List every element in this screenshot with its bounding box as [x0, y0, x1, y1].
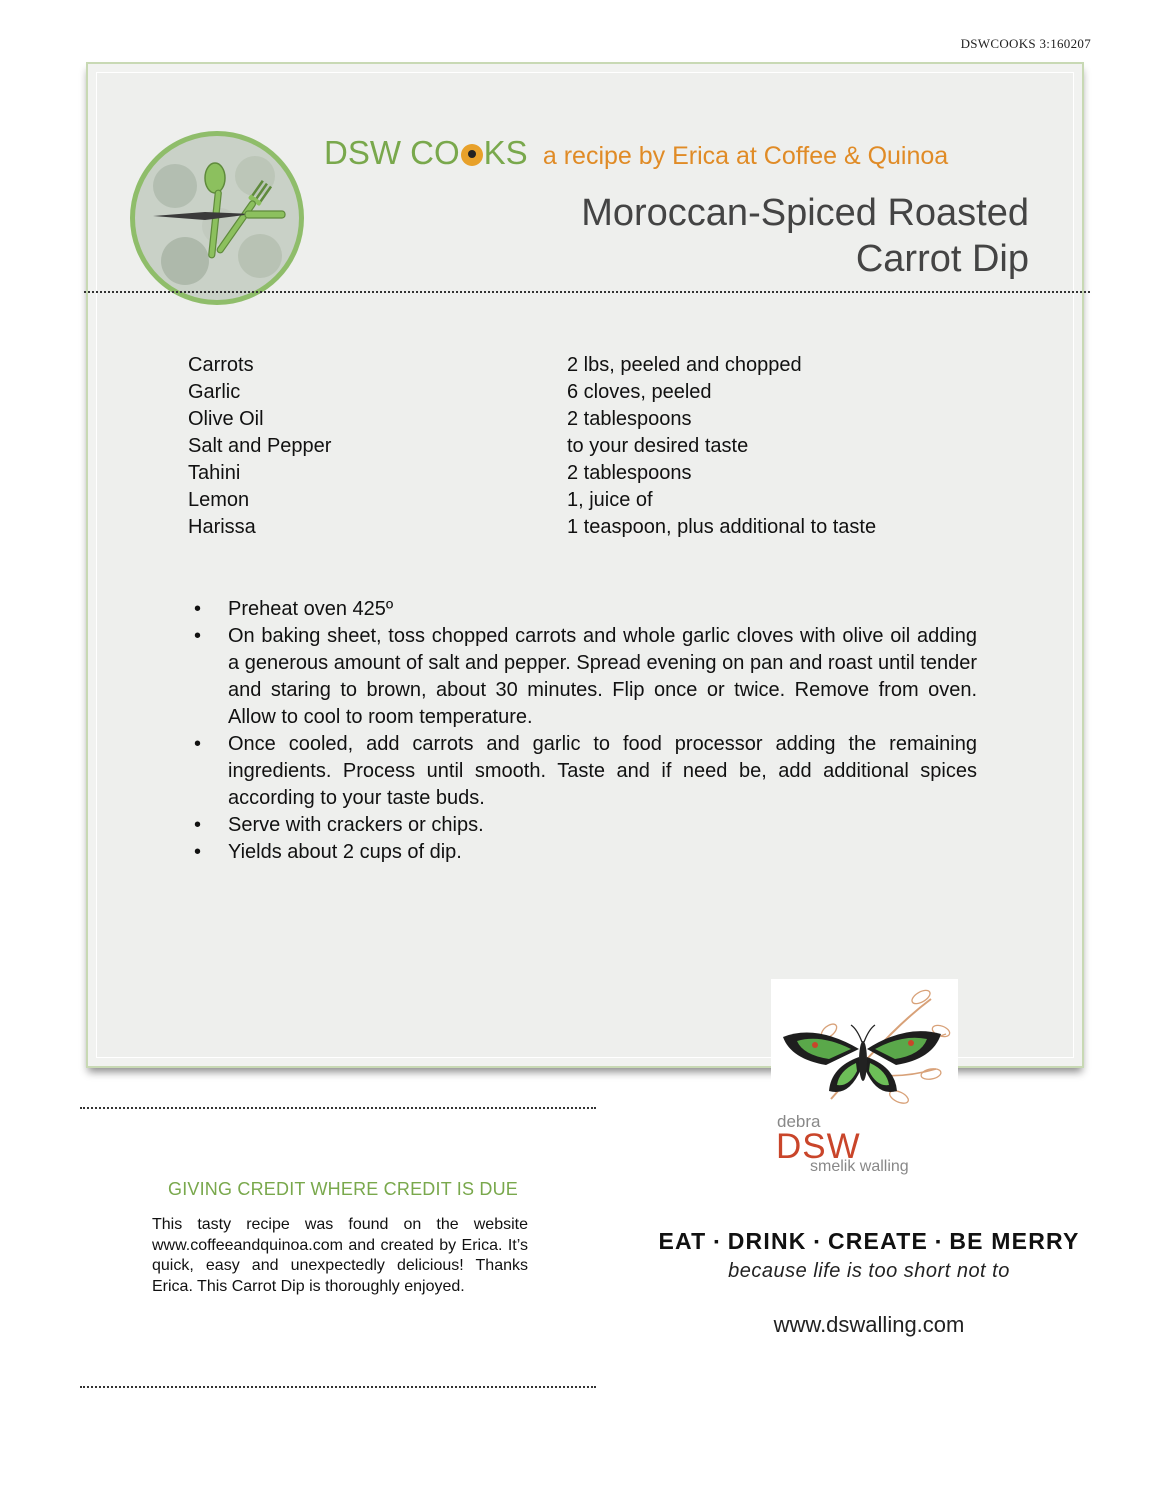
- credit-heading: GIVING CREDIT WHERE CREDIT IS DUE: [168, 1179, 518, 1199]
- ingredient-amount: 1 teaspoon, plus additional to taste: [567, 516, 877, 538]
- motto: [640, 1228, 1098, 1255]
- butterfly-icon: [771, 979, 958, 1114]
- motto-separator: ▪: [814, 1233, 821, 1249]
- instruction-text: Once cooled, add carrots and garlic to food processor adding the remaining ingredients. Process until smooth. Taste and if need be, add additional spices according to your taste buds.: [228, 733, 977, 809]
- instruction-step: [188, 812, 977, 839]
- ingredient-row: [188, 406, 988, 433]
- bullet: •: [194, 625, 202, 647]
- instruction-text: On baking sheet, toss chopped carrots and whole garlic cloves with olive oil adding a generous amount of salt and pepper. Spread evening on pan and roast until tender and staring to brown, about 30 minutes. Flip once or twice. Remove from oven. Allow to cool to room temperature.: [228, 625, 977, 728]
- recipe-title-line2: Carrot Dip: [855, 238, 1029, 280]
- ingredient-name: Tahini: [188, 462, 241, 484]
- ingredient-name: Harissa: [188, 516, 256, 538]
- recipe-title-line1: Moroccan-Spiced Roasted: [581, 192, 1029, 234]
- ingredient-name: Carrots: [188, 354, 254, 376]
- ingredient-amount: 2 tablespoons: [567, 462, 692, 484]
- bullet: •: [194, 733, 202, 755]
- bullet: •: [194, 841, 202, 863]
- brand-tagline: a recipe by Erica at Coffee & Quinoa: [542, 142, 949, 170]
- ingredient-name: Garlic: [188, 381, 241, 403]
- ingredient-row: [188, 460, 988, 487]
- brand-header: [324, 134, 948, 172]
- credit-text: This tasty recipe was found on the website www.coffeeandquinoa.com and created by Erica. It’s quick, easy and unexpectedly delicious! Thanks Erica. This Carrot Dip is thoroughly enjoyed.: [152, 1216, 528, 1295]
- ingredient-row: [188, 487, 988, 514]
- instruction-step: [188, 596, 977, 623]
- ingredient-amount: to your desired taste: [567, 435, 749, 457]
- signature-debra: debra: [777, 1112, 821, 1131]
- debra-dsw-logo: [771, 979, 958, 1179]
- credit-bottom-divider: [80, 1386, 596, 1388]
- brand-ks: KS: [483, 134, 528, 171]
- instruction-step: [188, 839, 977, 866]
- website-link[interactable]: www.dswalling.com: [773, 1312, 965, 1337]
- dsw-cooks-logo: [130, 131, 304, 305]
- ingredient-name: Lemon: [188, 489, 250, 511]
- utensils-icon: [135, 136, 299, 300]
- ingredient-amount: 2 tablespoons: [567, 408, 692, 430]
- motto-separator: ▪: [935, 1233, 942, 1249]
- recipe-title: [581, 190, 1029, 282]
- instruction-step: [188, 623, 977, 731]
- bullet: •: [194, 598, 202, 620]
- motto-eat: EAT: [658, 1228, 707, 1254]
- ingredient-row: [188, 352, 988, 379]
- motto-be-merry: BE MERRY: [949, 1228, 1080, 1254]
- tagline: because life is too short not to: [728, 1260, 1010, 1282]
- ingredient-row: [188, 433, 988, 460]
- brand-dsw: DSW: [324, 134, 401, 171]
- instruction-text: Yields about 2 cups of dip.: [228, 841, 462, 863]
- ingredient-name: Olive Oil: [188, 408, 264, 430]
- instruction-step: [188, 731, 977, 812]
- instructions-list: [188, 596, 977, 866]
- credit-top-divider: [80, 1107, 596, 1109]
- ingredient-amount: 6 cloves, peeled: [567, 381, 712, 403]
- bullet: •: [194, 814, 202, 836]
- document-id: DSWCOOKS 3:160207: [960, 36, 1091, 51]
- eye-icon: [461, 144, 483, 166]
- ingredient-name: Salt and Pepper: [188, 435, 332, 457]
- motto-drink: DRINK: [727, 1228, 807, 1254]
- instruction-text: Serve with crackers or chips.: [228, 814, 484, 836]
- signature-smelik-walling: smelik walling: [810, 1158, 909, 1175]
- ingredient-amount: 2 lbs, peeled and chopped: [567, 354, 802, 376]
- motto-create: CREATE: [827, 1228, 928, 1254]
- ingredient-row: [188, 514, 988, 541]
- instruction-text: Preheat oven 425º: [228, 598, 394, 620]
- signature-dsw: DSW: [776, 1127, 861, 1166]
- header-divider: [84, 291, 1090, 293]
- motto-separator: ▪: [713, 1233, 721, 1249]
- ingredients-list: [188, 352, 988, 541]
- brand-coo: CO: [410, 134, 460, 171]
- ingredient-amount: 1, juice of: [567, 489, 653, 511]
- ingredient-row: [188, 379, 988, 406]
